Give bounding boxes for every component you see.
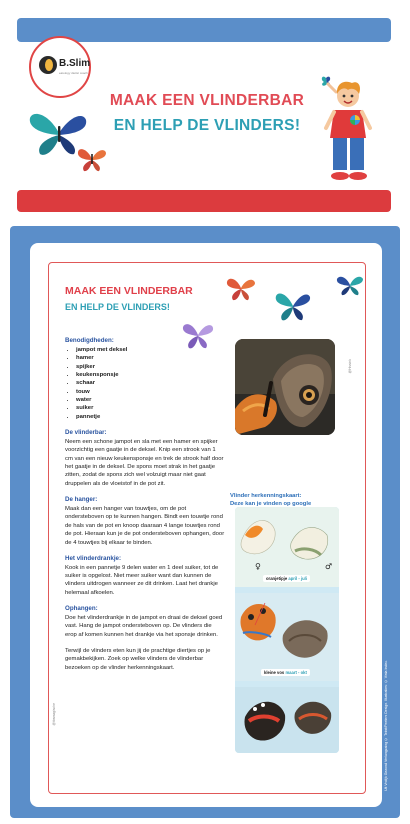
red-butterfly-icon [77, 145, 107, 173]
butterfly-identification-card [235, 507, 339, 753]
butterfly-photo [235, 339, 335, 435]
supplies-heading: Benodigdheden: [65, 337, 114, 344]
card-title-line1: Vlinder herkenningskaart: [230, 493, 302, 499]
poster-title: MAAK EEN VLINDERBAR [65, 285, 193, 297]
svg-text:♂: ♂ [325, 562, 333, 571]
brand-tagline: eatology dietist coach [59, 71, 88, 75]
header-subtitle: EN HELP DE VLINDERS! [113, 117, 301, 134]
list-item: • jampot met deksel [76, 346, 225, 354]
red-butterfly-icon [226, 275, 256, 301]
list-item: • spijker [76, 363, 225, 371]
poster [48, 262, 366, 794]
instructions-column [65, 337, 225, 680]
card-label-oranjetipje [263, 575, 310, 582]
hang-text: Doe het vlinderdrankje in de jampot en draai de deksel goed vast. Hang de jampot ondersteboven op. De vlinders die erop af komen kunnen het drankje via het sponsje drinken. [65, 614, 223, 638]
list-item: • hamer [76, 354, 225, 362]
svg-text:♀: ♀ [255, 562, 261, 571]
hanger-heading: De hanger: [65, 496, 98, 504]
hanger-text: Maak dan een hanger van touwtjes, om de pot ondersteboven op te kunnen hangen. Bindt een touwtje rond de hals van de pot en knoop daaraan 4 lange touwtjes rond de pot. Hieraan kun je de pot ondersteboven ophangen, door de 4 touwtjes bij elkaar te binden. [65, 506, 225, 546]
brand-logo [29, 36, 91, 98]
copyright-credit: Uit Vrolijk Gezond Verlangzaing © Tekst/Peeters Design. Illustraties: © Vista Index. [384, 660, 388, 791]
header-title: MAAK EEN VLINDERBAR [109, 92, 305, 109]
poster-subtitle: EN HELP DE VLINDERS! [65, 302, 170, 312]
closing-text: Terwijl de vlinders eten kun jij de prachtige diertjes op je gemakbekijken. Zoek op welke vlinders de vlinderbar bezoeken op de vlinder herkenningskaart. [65, 648, 211, 671]
red-color-bar [17, 190, 391, 212]
hang-heading: Ophangen: [65, 605, 98, 613]
blue-butterfly-icon [274, 289, 312, 323]
cartoon-boy-illustration [320, 72, 380, 184]
supplies-list [65, 346, 225, 421]
list-item: • pannetje [76, 413, 225, 421]
bar-heading: De vlinderbar: [65, 429, 107, 437]
card-label-period: maart - okt [285, 670, 307, 675]
illustration-credit: @tbsmagische [52, 703, 56, 726]
card-title-line2: Deze kan je vinden op google [230, 500, 312, 507]
list-item: • touw [76, 388, 225, 396]
card-label-name: oranjetipje [266, 576, 288, 581]
list-item: • suiker [76, 404, 225, 412]
list-item: • keukensponsje [76, 371, 225, 379]
blue-butterfly-icon [336, 273, 364, 297]
list-item: • water [76, 396, 225, 404]
bar-text: Neem een schone jampot en sla met een hamer en spijker voorzichtig een gaatje in de deksel. Knip een strook van 1 cm van een nieuw keukensponsje en trek de strook half door het gaatje in de deksel. De spons moet strak in het gaatje zitten, zodat de spons zich wel volzuigt maar niet gaat druppelen als de vloeistof in de pot zit. [65, 438, 224, 487]
photo-credit: @Hissink [348, 359, 352, 374]
card-label-name: kleine vos [264, 670, 285, 675]
drink-text: Kook in een pannetje 9 delen water en 1 deel suiker, tot de suiker is opgelost. Niet meer suiker want dan kunnen de vlinders uitdrogen wanneer ze dit drinken. Laat het drankje helemaal afkoelen. [65, 564, 219, 596]
brand-name: B.Slim [59, 58, 91, 69]
drink-heading: Het vlinderdrankje: [65, 554, 122, 562]
list-item: • schaar [76, 379, 225, 387]
card-label-period: april - juli [288, 576, 307, 581]
logo-mark-icon [39, 56, 57, 74]
card-label-kleine-vos [261, 669, 310, 676]
